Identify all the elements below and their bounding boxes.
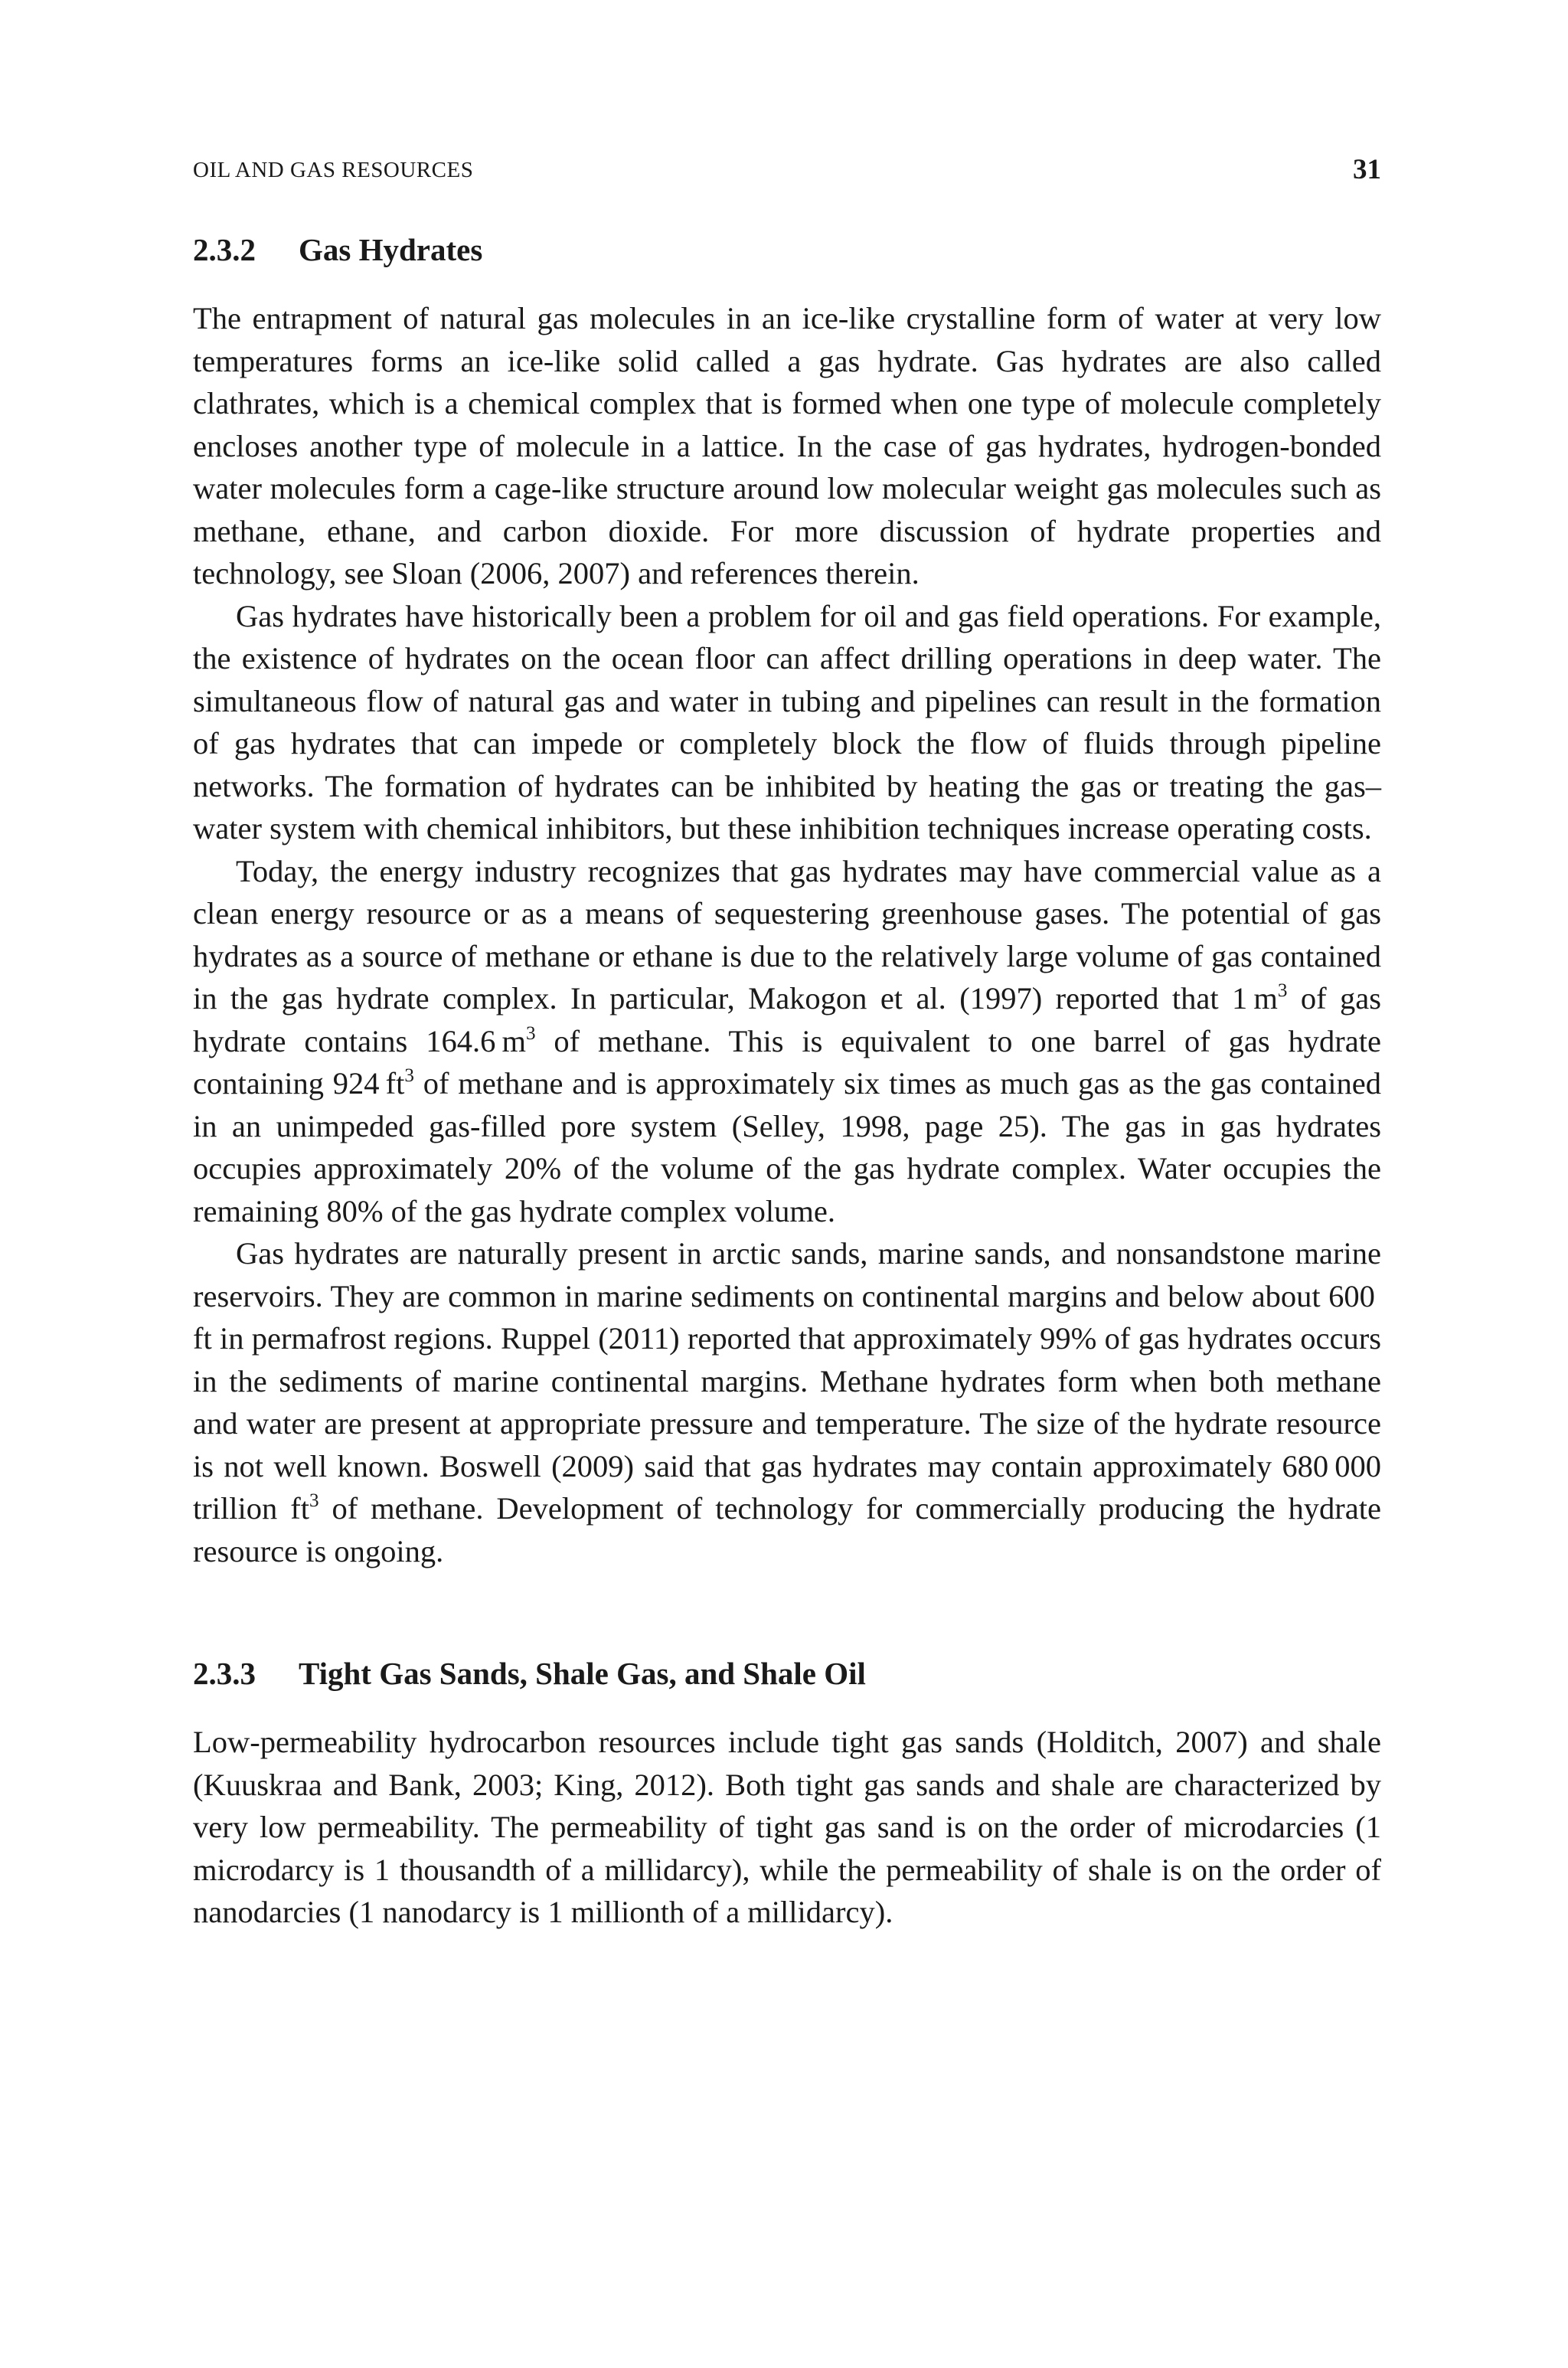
section-title: Tight Gas Sands, Shale Gas, and Shale Oil — [299, 1656, 866, 1691]
text-run: Today, the energy industry recognizes that gas hydrates may have commercial value as a clean energy resource or as a means of sequestering greenhouse gases. The potential of gas hydrates as a source of methane or ethane is due to the relatively large volume of gas contained in the gas hydrate complex. In particular, Makogon et al. (1997) reported that 1 m — [193, 853, 1381, 1016]
superscript: 3 — [309, 1490, 319, 1512]
book-page — [193, 150, 1381, 1934]
section-heading-tight-gas — [193, 1652, 1381, 1695]
page-number: 31 — [1353, 154, 1381, 185]
text-run: of gas hydrate contains 164.6 m — [193, 981, 1381, 1058]
paragraph: Gas hydrates have historically been a problem for oil and gas field operations. For example, the existence of hydrates on the ocean floor can affect drilling operations in deep water. The simultaneous flow of natural gas and water in tubing and pipelines can result in the formation of gas hydrates that can impede or completely block the flow of fluids through pipeline networks. The formation of hydrates can be inhibited by heating the gas or treating the gas–water system with chemical inhibitors, but these inhibition techniques increase operating costs. — [193, 598, 1381, 845]
superscript: 3 — [404, 1065, 414, 1087]
section-heading-gas-hydrates — [193, 228, 1381, 271]
text-run: of methane and is approximately six times as much gas as the gas contained in an unimpeded gas-filled pore system (Selley, 1998, page 25). The gas in gas hydrates occupies approximately 20% of the volume of the gas hydrate complex. Water occupies the remaining 80% of the gas hydrate complex volume. — [193, 1066, 1381, 1228]
superscript: 3 — [525, 1022, 536, 1044]
paragraph: The entrapment of natural gas molecules in an ice-like crystalline form of water at very low temperatures forms an ice-like solid called a gas hydrate. Gas hydrates are also called clathrates, which is a chemical complex that is formed when one type of molecule completely encloses another type of molecule in a lattice. In the case of gas hydrates, hydrogen-bonded water molecules form a cage-like structure around low molecular weight gas molecules such as methane, ethane, and carbon dioxide. For more discussion of hydrate properties and technology, see Sloan (2006, 2007) and references therein. — [193, 301, 1381, 590]
running-header — [193, 150, 1381, 196]
section-title: Gas Hydrates — [299, 232, 483, 267]
superscript: 3 — [1277, 980, 1288, 1002]
text-run: of methane. This is equivalent to one barrel of gas hydrate containing 924 ft — [193, 1023, 1381, 1101]
running-title: OIL AND GAS RESOURCES — [193, 158, 474, 182]
paragraph: Low-permeability hydrocarbon resources include tight gas sands (Holditch, 2007) and shale (Kuuskraa and Bank, 2003; King, 2012). Both tight gas sands and shale are characterized by very low permeability. The permeability of tight gas sand is on the order of microdarcies (1 microdarcy is 1 thousandth of a millidarcy), while the permeability of shale is on the order of nanodarcies (1 nanodarcy is 1 millionth of a millidarcy). — [193, 1725, 1381, 1929]
text-run: Gas hydrates are naturally present in arctic sands, marine sands, and nonsandstone marine reservoirs. They are common in marine sediments on continental margins and below about 600 ft in permafrost regions. Ruppel (2011) reported that approximately 99% of gas hydrates occurs in the sediments of marine continental margins. Methane hydrates form when both methane and water are present at appropriate pressure and temperature. The size of the hydrate resource is not well known. Boswell (2009) said that gas hydrates may contain approximately 680 000 trillion ft — [193, 1236, 1381, 1526]
text-run: of methane. Development of technology for commercially producing the hydrate resource is ongoing. — [193, 1491, 1381, 1568]
section-number: 2.3.3 — [193, 1656, 256, 1691]
section-number: 2.3.2 — [193, 232, 256, 267]
paragraph — [193, 850, 1381, 1233]
paragraph — [193, 1232, 1381, 1572]
